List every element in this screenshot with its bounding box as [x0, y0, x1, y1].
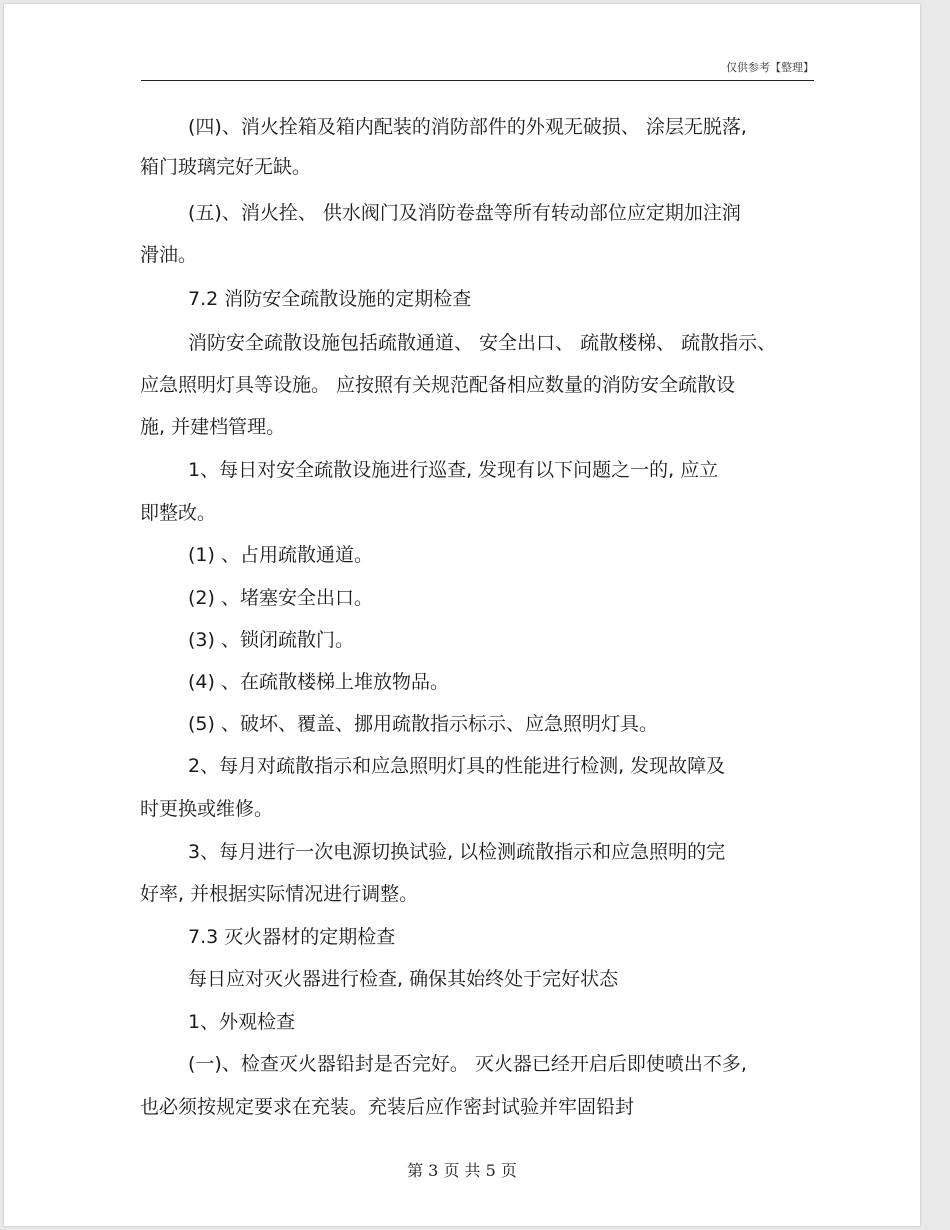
page-header [141, 60, 814, 81]
text-line: 消防安全疏散设施包括疏散通道、 安全出口、 疏散楼梯、 疏散指示、 [188, 332, 777, 354]
text-line: 应急照明灯具等设施。 应按照有关规范配备相应数量的消防安全疏散设 [140, 374, 736, 396]
section-heading: 7.2 消防安全疏散设施的定期检查 [188, 288, 472, 310]
text-line: 时更换或维修。 [140, 798, 274, 820]
text-line: 1、每日对安全疏散设施进行巡查, 发现有以下问题之一的, 应立 [188, 459, 719, 481]
text-line: 3、每月进行一次电源切换试验, 以检测疏散指示和应急照明的完 [188, 841, 726, 863]
section-heading: 7.3 灭火器材的定期检查 [188, 926, 396, 948]
text-line: 箱门玻璃完好无缺。 [140, 156, 312, 178]
text-line: 好率, 并根据实际情况进行调整。 [140, 883, 419, 905]
text-line: 每日应对灭火器进行检查, 确保其始终处于完好状态 [188, 968, 619, 990]
text-line: (一)、检查灭火器铅封是否完好。 灭火器已经开启后即使喷出不多, [188, 1053, 747, 1075]
text-line: 也必须按规定要求在充装。充装后应作密封试验并牢固铅封 [140, 1096, 635, 1118]
page-indicator: 第 3 页 共 5 页 [407, 1161, 517, 1180]
text-line: 1、外观检查 [188, 1011, 296, 1033]
text-line: 施, 并建档管理。 [140, 416, 286, 438]
list-item: (2) 、堵塞安全出口。 [188, 587, 373, 609]
list-item: (3) 、锁闭疏散门。 [188, 629, 354, 651]
text-line: (五)、消火拴、 供水阀门及消防卷盘等所有转动部位应定期加注润 [188, 202, 741, 224]
document-page [4, 4, 920, 1226]
list-item: (5) 、破坏、覆盖、挪用疏散指示标示、应急照明灯具。 [188, 713, 658, 735]
text-line: 即整改。 [140, 502, 217, 524]
text-line: 2、每月对疏散指示和应急照明灯具的性能进行检测, 发现故障及 [188, 755, 726, 777]
page-footer [4, 1158, 920, 1181]
text-line: (四)、消火拴箱及箱内配装的消防部件的外观无破损、 涂层无脱落, [188, 116, 747, 138]
list-item: (1) 、占用疏散通道。 [188, 544, 373, 566]
header-note: 仅供参考【整理】 [726, 61, 814, 74]
text-line: 滑油。 [140, 244, 198, 266]
list-item: (4) 、在疏散楼梯上堆放物品。 [188, 671, 449, 693]
